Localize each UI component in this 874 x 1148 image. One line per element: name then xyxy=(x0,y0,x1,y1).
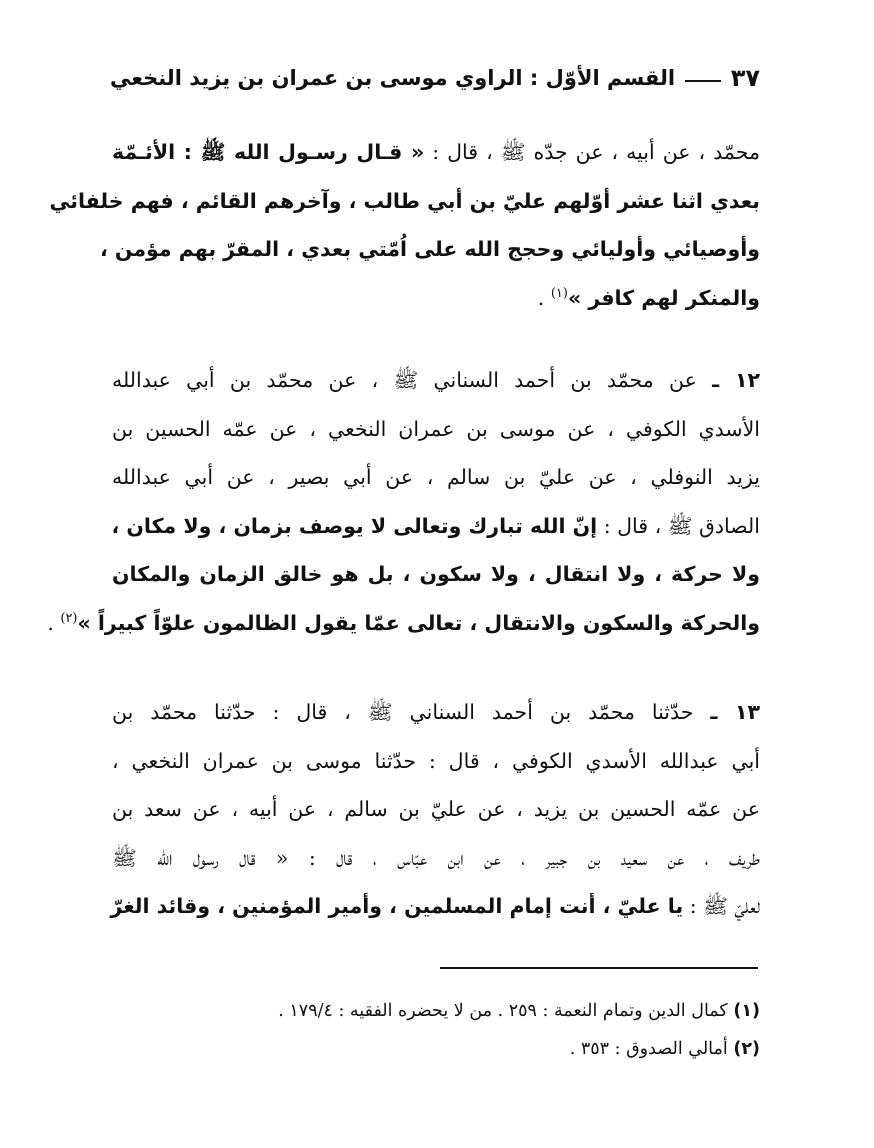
footnote-number: (١) xyxy=(733,1001,760,1021)
text-line xyxy=(112,550,760,599)
text-line xyxy=(99,225,760,274)
text-line xyxy=(112,688,760,737)
header-rule xyxy=(685,80,721,82)
text-line xyxy=(47,599,760,648)
text-line xyxy=(112,834,760,883)
paragraph-1 xyxy=(49,128,760,322)
text-line xyxy=(112,737,760,786)
text-line xyxy=(112,502,760,551)
hadith-number: ١٢ ـ xyxy=(712,368,760,392)
hadith-number: ١٣ ـ xyxy=(710,700,760,724)
text-line xyxy=(49,177,760,226)
plain-text: الصادق ﷺ ، قال : xyxy=(597,513,760,538)
plain-text: يزيد النوفلي ، عن عليّ بن سالم ، عن أبي بصير ، عن أبي عبدالله xyxy=(112,465,760,489)
text-line xyxy=(112,453,760,502)
quoted-text: « قـال رسـول الله ﷺ : الأئـمّة xyxy=(112,140,425,164)
paragraph-12 xyxy=(47,356,760,647)
footnote-1 xyxy=(112,992,760,1030)
text-line xyxy=(112,274,760,323)
text-line xyxy=(112,356,760,405)
footnote-number: (٢) xyxy=(733,1039,760,1059)
plain-text: محمّد ، عن أبيه ، عن جدّه ﷺ ، قال : xyxy=(424,140,760,164)
plain-text: حدّثنا محمّد بن أحمد السناني ﷺ ، قال : حدّثنا محمّد بن xyxy=(112,700,711,724)
quoted-text: ولا حركة ، ولا انتقال ، ولا سكون ، بل هو خالق الزمان والمكان xyxy=(112,562,760,586)
header-title: القسم الأوّل : الراوي موسى بن عمران بن يزيد النخعي xyxy=(110,66,676,90)
quoted-text: بعدي اثنا عشر أوّلهم عليّ بن أبي طالب ، وآخرهم القائم ، فهم خلفائي xyxy=(49,188,760,213)
quoted-text: وأوصيائي وأوليائي وحجج الله على اُمّتي بعدي ، المقرّ بهم مؤمن ، xyxy=(99,237,760,261)
text-line xyxy=(112,882,760,931)
plain-text: . xyxy=(47,610,61,635)
plain-text: . xyxy=(537,285,551,310)
text-line xyxy=(112,128,760,177)
text-line xyxy=(112,785,760,834)
footnote-separator xyxy=(440,967,758,969)
footnote-2 xyxy=(112,1030,760,1068)
page-number: ٣٧ xyxy=(730,64,760,92)
plain-text: أبي عبدالله الأسدي الكوفي ، قال : حدّثنا موسى بن عمران النخعي ، xyxy=(112,748,760,773)
quoted-text: والمنكر لهم كافر » xyxy=(567,285,760,310)
quoted-text: يا عليّ ، أنت إمام المسلمين ، وأمير المؤمنين ، وقائد الغرّ xyxy=(110,894,684,918)
footnote-text: أمالي الصدوق : ٣٥٣ . xyxy=(569,1039,728,1059)
text-line xyxy=(112,405,760,454)
plain-text: عن محمّد بن أحمد السناني ﷺ ، عن محمّد بن أبي عبدالله xyxy=(112,368,713,392)
footnote-ref: (١) xyxy=(550,285,568,301)
footnotes xyxy=(112,992,760,1068)
plain-text: طريف ، عن سعيد بن جبير ، عن ابن عبّاس ، قال : « قال رسول الله ﷺ xyxy=(112,845,760,870)
footnote-text: كمال الدين وتمام النعمة : ٢٥٩ . من لا يحضره الفقيه : ١٧٩/٤ . xyxy=(278,1001,728,1021)
plain-text: لعليّ ﷺ : xyxy=(683,894,760,918)
quoted-text: إنّ الله تبارك وتعالى لا يوصف بزمان ، ولا مكان ، xyxy=(111,513,598,538)
footnote-ref: (٢) xyxy=(60,610,78,626)
quoted-text: والحركة والسكون والانتقال ، تعالى عمّا يقول الظالمون علوّاً كبيراً » xyxy=(77,610,760,635)
plain-text: عن عمّه الحسين بن يزيد ، عن عليّ بن سالم ، عن أبيه ، عن سعد بن xyxy=(112,797,760,821)
running-header xyxy=(110,58,760,98)
paragraph-13 xyxy=(112,688,760,931)
plain-text: الأسدي الكوفي ، عن موسى بن عمران النخعي ، عن عمّه الحسين بن xyxy=(112,416,760,441)
